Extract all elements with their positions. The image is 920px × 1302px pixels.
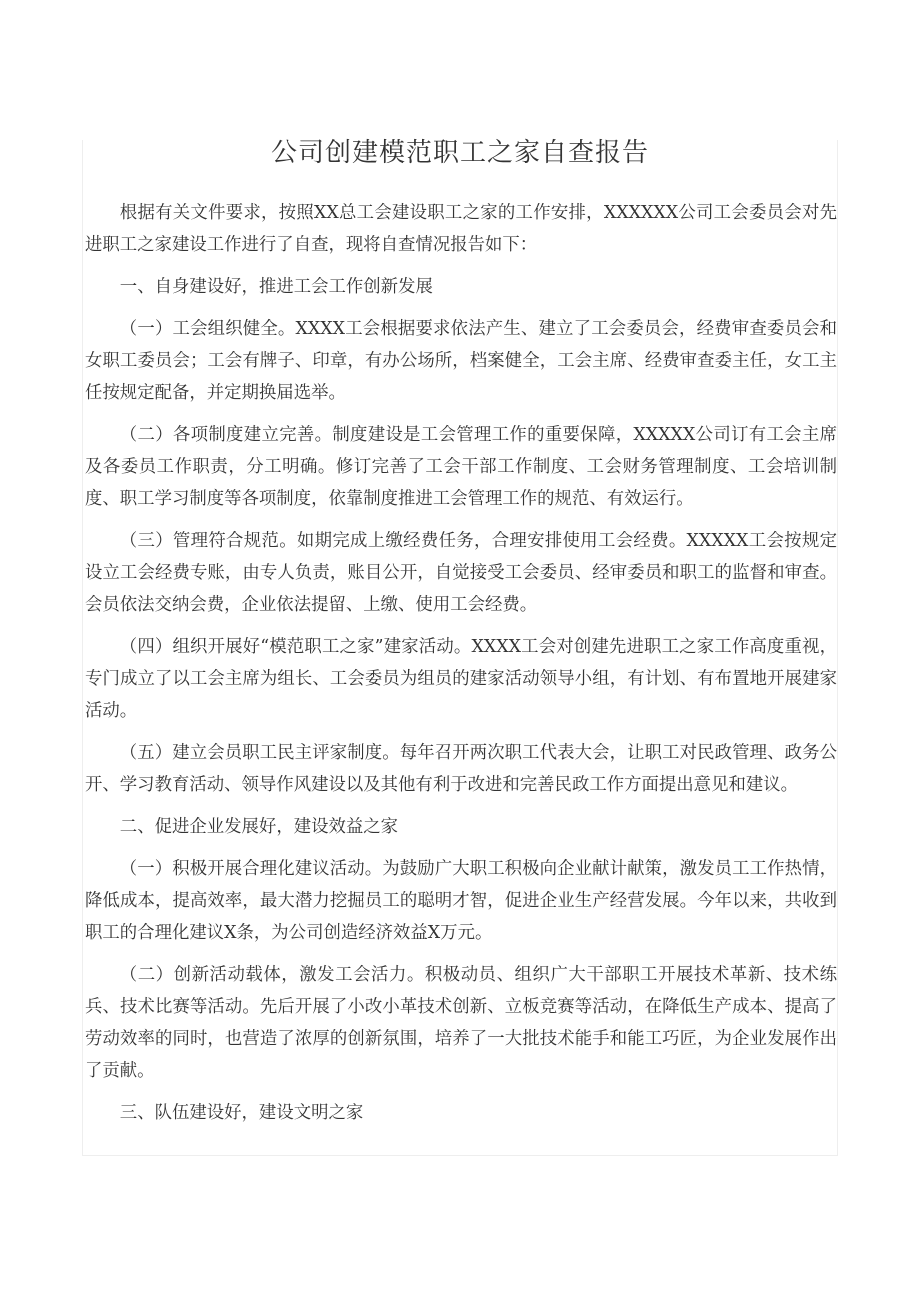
paragraph: （一）积极开展合理化建议活动。为鼓励广大职工积极向企业献计献策，激发员工工作热情，降低成本，提高效率，最大潜力挖掘员工的聪明才智，促进企业生产经营发展。今年以来，共收到职工的合理化建议X条，为公司创造经济效益X万元。	[85, 859, 837, 943]
paragraph: （五）建立会员职工民主评家制度。每年召开两次职工代表大会，让职工对民政管理、政务公开、学习教育活动、领导作风建设以及其他有利于改进和完善民政工作方面提出意见和建议。	[85, 743, 837, 795]
document-body	[85, 197, 837, 1139]
paragraph: （二）各项制度建立完善。制度建设是工会管理工作的重要保障，XXXXX公司订有工会主席及各委员工作职责，分工明确。修订完善了工会干部工作制度、工会财务管理制度、工会培训制度、职工学习制度等各项制度，依靠制度推进工会管理工作的规范、有效运行。	[85, 425, 837, 509]
paragraph: （四）组织开展好“模范职工之家”建家活动。XXXX工会对创建先进职工之家工作高度重视，专门成立了以工会主席为组长、工会委员为组员的建家活动领导小组，有计划、有布置地开展建家活动。	[85, 637, 837, 721]
section-heading-3: 三、队伍建设好，建设文明之家	[119, 1103, 364, 1123]
document-page	[82, 140, 838, 1156]
document-title: 公司创建模范职工之家自查报告	[270, 138, 649, 168]
paragraph: （三）管理符合规范。如期完成上缴经费任务，合理安排使用工会经费。XXXXX工会按规定设立工会经费专账，由专人负责，账目公开，自觉接受工会委员、经审委员和职工的监督和审查。会员依法交纳会费，企业依法提留、上缴、使用工会经费。	[85, 531, 837, 615]
intro-paragraph: 根据有关文件要求，按照XX总工会建设职工之家的工作安排，XXXXXX公司工会委员会对先进职工之家建设工作进行了自查，现将自查情况报告如下：	[85, 203, 837, 255]
section-heading-1: 一、自身建设好，推进工会工作创新发展	[119, 277, 433, 297]
paragraph: （一）工会组织健全。XXXX工会根据要求依法产生、建立了工会委员会，经费审查委员会和女职工委员会；工会有牌子、印章，有办公场所，档案健全，工会主席、经费审查委主任，女工主任按规定配备，并定期换届选举。	[85, 319, 837, 403]
paragraph: （二）创新活动载体，激发工会活力。积极动员、组织广大干部职工开展技术革新、技术练兵、技术比赛等活动。先后开展了小改小革技术创新、立板竞赛等活动，在降低生产成本、提高了劳动效率的同时，也营造了浓厚的创新氛围，培养了一大批技术能手和能工巧匠，为企业发展作出了贡献。	[85, 965, 837, 1081]
section-heading-2: 二、促进企业发展好，建设效益之家	[119, 817, 399, 837]
